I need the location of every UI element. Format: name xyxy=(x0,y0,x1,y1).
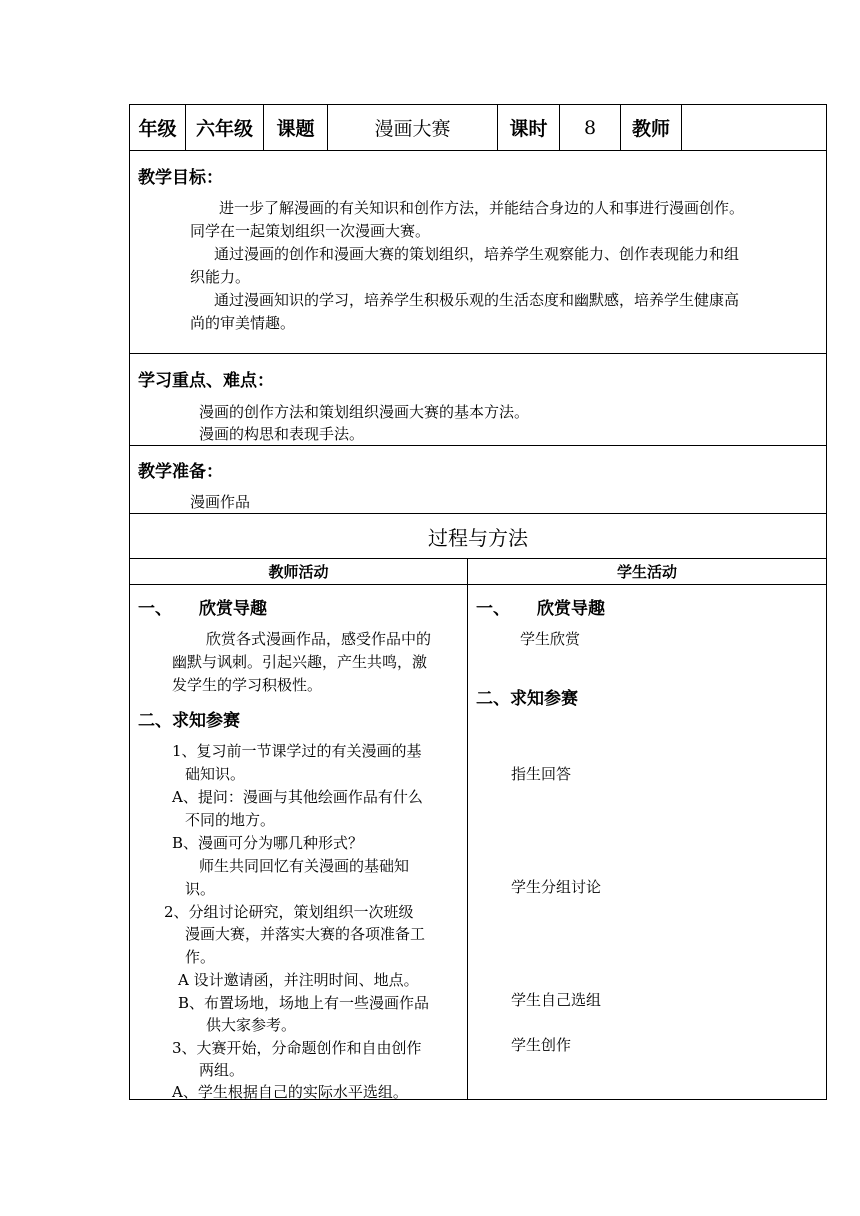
student-section-1-number: 一、 xyxy=(476,599,510,619)
teacher-line: 两组。 xyxy=(199,1061,245,1079)
key-points-title: 学习重点、难点： xyxy=(138,371,274,391)
objective-line: 进一步了解漫画的有关知识和创作方法，并能结合身边的人和事进行漫画创作。 xyxy=(219,199,745,217)
process-title: 过程与方法 xyxy=(428,525,528,550)
teacher-line: A、学生根据自己的实际水平选组。 xyxy=(172,1083,408,1101)
objective-line: 同学在一起策划组织一次漫画大赛。 xyxy=(190,222,431,240)
period-label: 课时 xyxy=(509,118,548,140)
border-left xyxy=(129,104,130,1100)
topic-value: 漫画大赛 xyxy=(374,118,451,140)
divider xyxy=(129,150,827,151)
student-section-1-title: 欣赏导趣 xyxy=(537,599,605,619)
preparation-title: 教学准备： xyxy=(138,462,223,482)
topic-label: 课题 xyxy=(276,118,315,140)
key-point-line: 漫画的创作方法和策划组织漫画大赛的基本方法。 xyxy=(199,403,530,421)
border-right xyxy=(826,104,827,1100)
teacher-line: 3、大赛开始，分命题创作和自由创作 xyxy=(172,1039,422,1057)
objective-line: 通过漫画知识的学习，培养学生积极乐观的生活态度和幽默感，培养学生健康高 xyxy=(214,291,740,309)
objective-line: 通过漫画的创作和漫画大赛的策划组织，培养学生观察能力、创作表现能力和组 xyxy=(214,245,740,263)
teacher-section-1-number: 一、 xyxy=(138,599,172,619)
teacher-line: B、漫画可分为哪几种形式？ xyxy=(172,834,364,852)
teacher-line: 供大家参考。 xyxy=(206,1016,297,1034)
teacher-line: 发学生的学习积极性。 xyxy=(172,676,323,694)
teacher-activity-header: 教师活动 xyxy=(268,563,329,581)
teacher-line: 2、分组讨论研究，策划组织一次班级 xyxy=(164,903,414,921)
teacher-section-2-title: 二、求知参赛 xyxy=(138,711,240,731)
teacher-line: 识。 xyxy=(185,880,216,898)
key-point-line: 漫画的构思和表现手法。 xyxy=(199,425,365,443)
teacher-line: A、提问：漫画与其他绘画作品有什么 xyxy=(172,788,423,806)
teacher-line: B、布置场地，场地上有一些漫画作品 xyxy=(178,994,430,1012)
grade-label: 年级 xyxy=(138,118,177,140)
grade-value: 六年级 xyxy=(195,118,253,140)
teacher-line: 础知识。 xyxy=(185,765,246,783)
teacher-value xyxy=(682,105,826,150)
teacher-line: 不同的地方。 xyxy=(185,811,276,829)
student-line: 指生回答 xyxy=(511,765,572,783)
objectives-title: 教学目标： xyxy=(138,168,223,188)
teacher-section-1-title: 欣赏导趣 xyxy=(199,599,267,619)
teacher-line: 幽默与讽刺。引起兴趣，产生共鸣，激 xyxy=(172,653,428,671)
teacher-line: A 设计邀请函，并注明时间、地点。 xyxy=(178,971,419,989)
teacher-line: 欣赏各式漫画作品，感受作品中的 xyxy=(206,630,432,648)
preparation-line: 漫画作品 xyxy=(190,493,251,511)
student-line: 学生欣赏 xyxy=(520,630,581,648)
period-value: 8 xyxy=(583,116,597,139)
student-section-2-title: 二、求知参赛 xyxy=(476,689,578,709)
objective-line: 织能力。 xyxy=(190,268,251,286)
divider xyxy=(467,558,468,1099)
objective-line: 尚的审美情趣。 xyxy=(190,314,296,332)
teacher-line: 漫画大赛，并落实大赛的各项准备工 xyxy=(185,925,426,943)
divider xyxy=(129,353,827,354)
student-activity-header: 学生活动 xyxy=(616,563,677,581)
student-line: 学生自己选组 xyxy=(511,991,602,1009)
teacher-line: 师生共同回忆有关漫画的基础知 xyxy=(199,857,410,875)
teacher-label: 教师 xyxy=(631,118,670,140)
student-line: 学生创作 xyxy=(511,1036,572,1054)
teacher-line: 1、复习前一节课学过的有关漫画的基 xyxy=(172,742,422,760)
divider xyxy=(129,584,827,585)
teacher-line: 作。 xyxy=(185,948,216,966)
student-line: 学生分组讨论 xyxy=(511,878,602,896)
